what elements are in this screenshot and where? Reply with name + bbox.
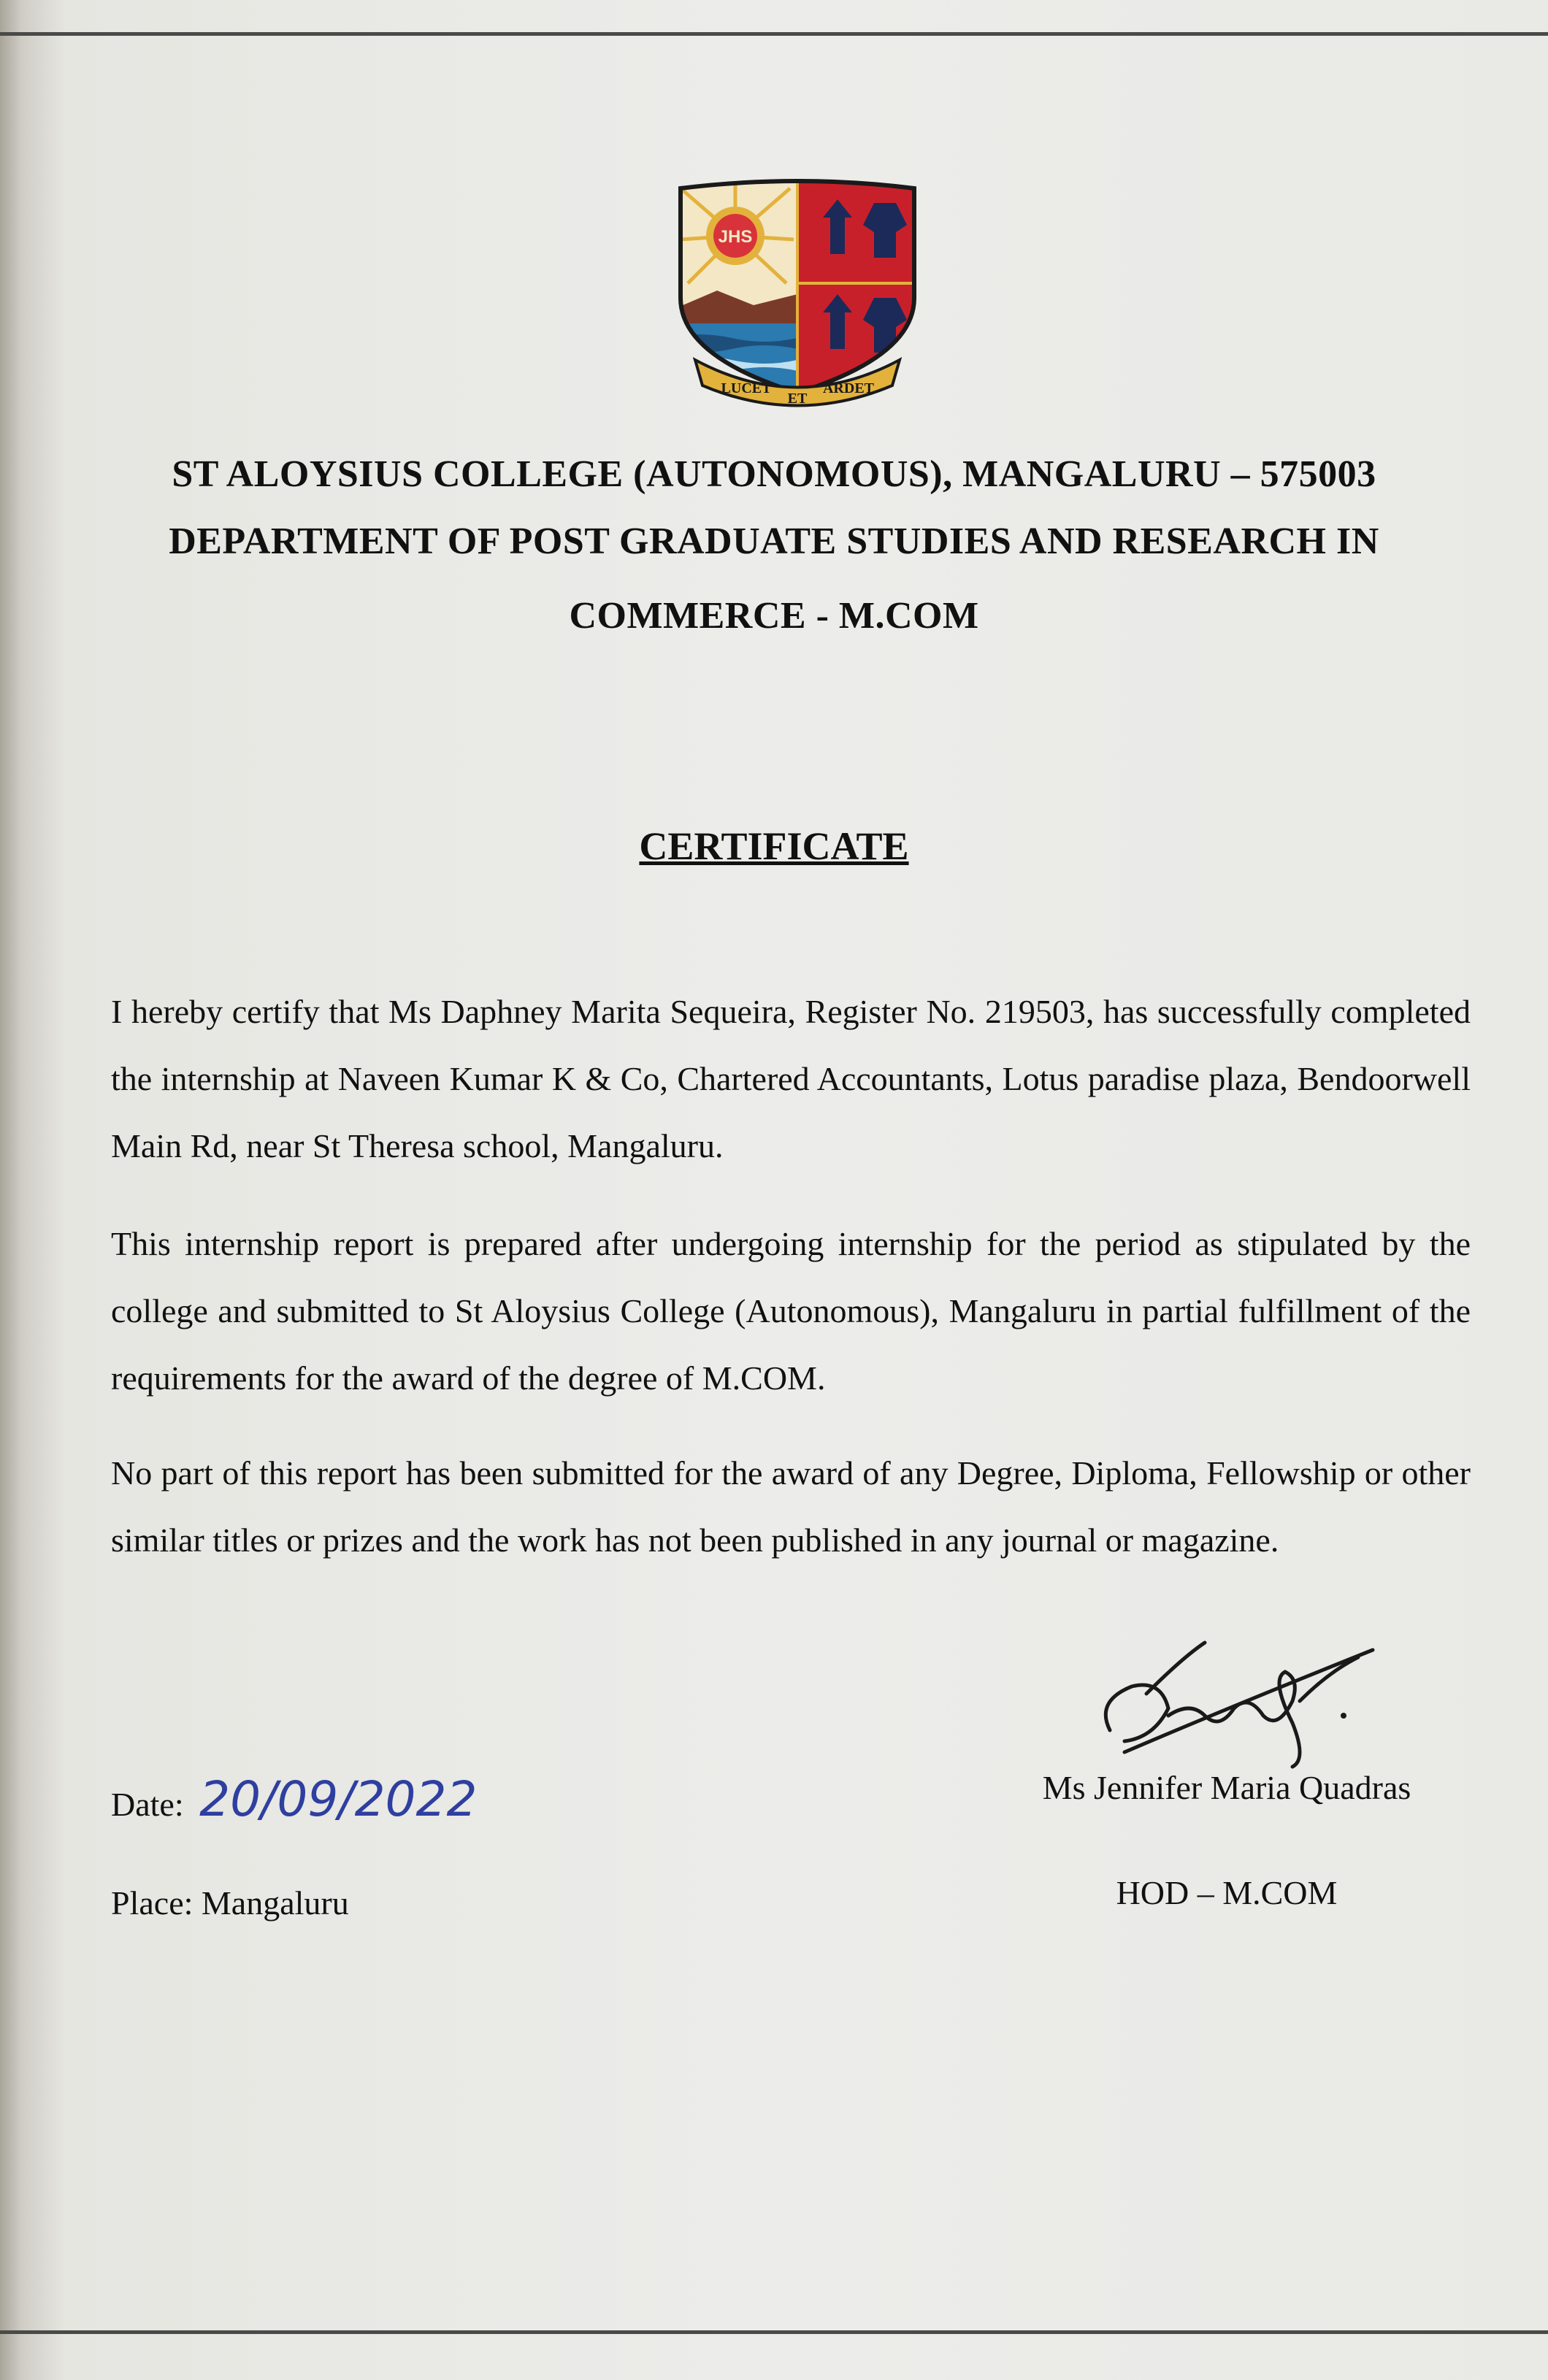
college-crest-logo (666, 174, 929, 422)
department-heading-line-1: DEPARTMENT OF POST GRADUATE STUDIES AND RESEARCH IN (169, 521, 1379, 562)
place-label: Place: (111, 1884, 194, 1922)
certificate-paragraph-1: I hereby certify that Ms Daphney Marita Sequeira, Register No. 219503, has successfully completed the internship at Naveen Kumar K & Co, Chartered Accountants, Lotus paradise plaza, Bendoorwell Main Rd, near St Theresa school, Mangaluru. (111, 993, 1471, 1164)
crest-monogram: JHS (718, 227, 753, 247)
crest-motto-word-3: ARDET (822, 380, 875, 396)
crest-motto-word-1: LUCET (721, 380, 772, 396)
crest-motto-word-2: ET (787, 391, 808, 407)
certificate-paragraph-3: No part of this report has been submitted for the award of any Degree, Diploma, Fellowship or other similar titles or prizes and the work has not been published in any journal or magazine. (111, 1454, 1471, 1559)
handwritten-date: 20/09/2022 (199, 1771, 478, 1827)
signature-image (1081, 1613, 1387, 1774)
place-line (111, 1884, 349, 1922)
top-border-line (0, 32, 1548, 36)
certificate-paragraph-2: This internship report is prepared after undergoing internship for the period as stipulated by the college and submitted to St Aloysius College (Autonomous), Mangaluru in partial fulfillment of the requirements for the award of the degree of M.COM. (111, 1225, 1471, 1397)
college-name-heading: ST ALOYSIUS COLLEGE (AUTONOMOUS), MANGALURU – 575003 (172, 453, 1376, 495)
bottom-border-line (0, 2330, 1548, 2334)
certificate-title: CERTIFICATE (639, 824, 909, 868)
date-line (111, 1771, 478, 1827)
signatory-name: Ms Jennifer Maria Quadras (1042, 1769, 1411, 1806)
department-heading-line-2: COMMERCE - M.COM (569, 595, 979, 637)
place-value: Mangaluru (201, 1884, 349, 1922)
date-label: Date: (111, 1786, 184, 1823)
signatory-role: HOD – M.COM (1116, 1874, 1338, 1911)
